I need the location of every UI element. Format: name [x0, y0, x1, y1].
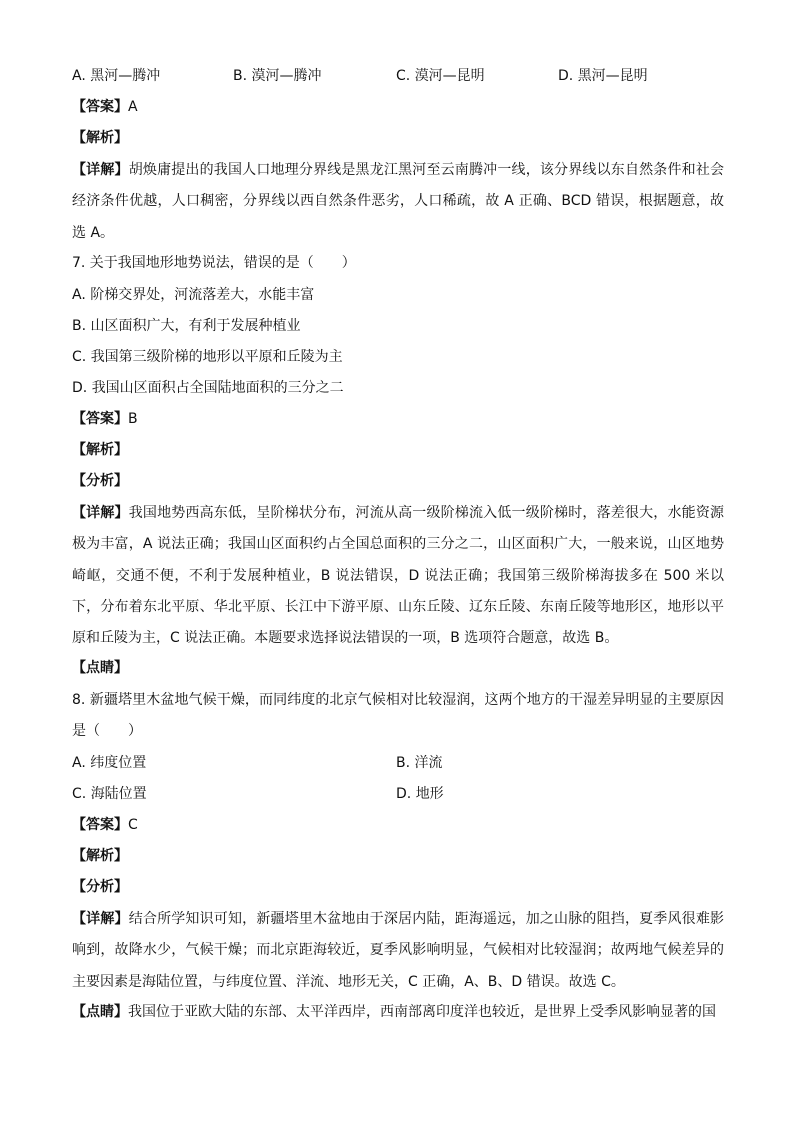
- q8-option-d: D. 地形: [396, 786, 444, 802]
- q8-detail: 【详解】结合所学知识可知，新疆塔里木盆地由于深居内陆，距海遥远，加之山脉的阻挡，夏季风很难影响到，故降水少，气候干燥；而北京距海较近，夏季风影响明显，气候相对比较湿润；故两地气候差异的主要因素是海陆位置，与纬度位置、洋流、地形无关，C 正确，A、B、D 错误。故选 C。: [72, 911, 725, 990]
- q7-option-c: C. 我国第三级阶梯的地形以平原和丘陵为主: [72, 349, 343, 365]
- q7-option-a: A. 阶梯交界处，河流落差大，水能丰富: [72, 287, 315, 303]
- q6-detail: 【详解】胡焕庸提出的我国人口地理分界线是黑龙江黑河至云南腾冲一线，该分界线以东自然条件和社会经济条件优越，人口稠密，分界线以西自然条件恶劣，人口稀疏，故 A 正确、BCD 错误，根据题意，故选 A。: [72, 162, 725, 241]
- q7-option-b: B. 山区面积广大，有利于发展种植业: [72, 318, 301, 334]
- q6-option-a: A. 黑河—腾冲: [72, 68, 161, 84]
- q8-answer: 【答案】C: [72, 817, 138, 833]
- q8-option-a: A. 纬度位置: [72, 755, 147, 771]
- q8-stem: 8. 新疆塔里木盆地气候干燥，而同纬度的北京气候相对比较湿润，这两个地方的干湿差异明显的主要原因是（ ）: [72, 692, 724, 740]
- q7-detail: 【详解】我国地势西高东低，呈阶梯状分布，河流从高一级阶梯流入低一级阶梯时，落差很大，水能资源极为丰富，A 说法正确；我国山区面积约占全国总面积的三分之二，山区面积广大，一般来说，山区地势崎岖，交通不便，不利于发展种植业，B 说法错误，D 说法正确；我国第三级阶梯海拔多在 500 米以下，分布着东北平原、华北平原、长江中下游平原、山东丘陵、辽东丘陵、东南丘陵等地形区，地形以平原和丘陵为主，C 说法正确。本题要求选择说法错误的一项，B 选项符合题意，故选 B。: [72, 505, 725, 647]
- q6-analysis-heading: 【解析】: [72, 130, 128, 146]
- q8-option-b: B. 洋流: [396, 755, 443, 771]
- q7-analysis-heading: 【解析】: [72, 442, 128, 458]
- q6-answer: 【答案】A: [72, 99, 138, 115]
- q8-option-c: C. 海陆位置: [72, 786, 147, 802]
- q7-dianjing-heading: 【点睛】: [72, 660, 128, 676]
- q7-fenxi-heading: 【分析】: [72, 473, 128, 489]
- q6-option-d: D. 黑河—昆明: [558, 68, 648, 84]
- q7-option-d: D. 我国山区面积占全国陆地面积的三分之二: [72, 380, 344, 396]
- q8-fenxi-heading: 【分析】: [72, 879, 128, 895]
- q8-analysis-heading: 【解析】: [72, 848, 128, 864]
- q7-stem: 7. 关于我国地形地势说法，错误的是（ ）: [72, 255, 356, 271]
- q6-option-b: B. 漠河—腾冲: [233, 68, 322, 84]
- q7-answer: 【答案】B: [72, 411, 138, 427]
- q6-option-c: C. 漠河—昆明: [396, 68, 485, 84]
- q8-dianjing: 【点睛】我国位于亚欧大陆的东部、太平洋西岸，西南部离印度洋也较近，是世界上受季风影响显著的国: [72, 1004, 716, 1020]
